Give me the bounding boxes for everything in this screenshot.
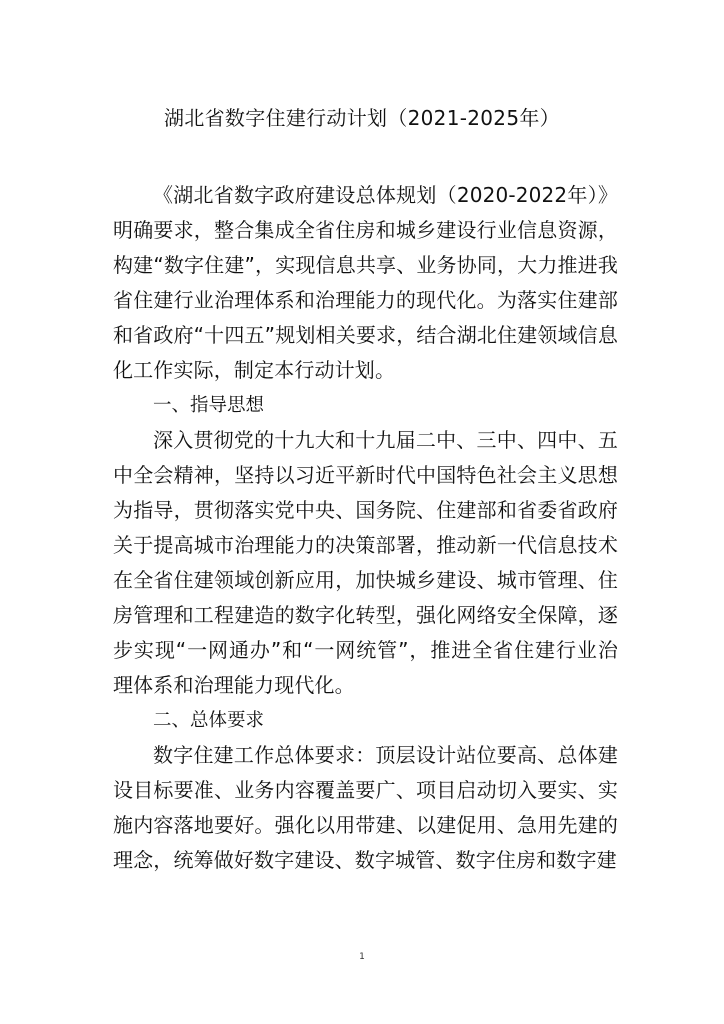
section-heading-guiding-ideology: 一、指导思想 <box>153 395 265 416</box>
guiding-ideology-paragraph: 深入贯彻党的十九大和十九届二中、三中、四中、五中全会精神，坚持以习近平新时代中国特色社会主义思想为指导，贯彻落实党中央、国务院、住建部和省委省政府关于提高城市治理能力的决策部署，推动新一代信息技术在全省住建领域创新应用，加快城乡建设、城市管理、住房管理和工程建造的数字化转型，强化网络安全保障，逐步实现“一网通办”和“一网统管”，推进全省住建行业治理体系和治理能力现代化。 <box>113 428 618 697</box>
section-heading-general-requirements: 二、总体要求 <box>153 710 265 731</box>
intro-paragraph: 《湖北省数字政府建设总体规划（2020-2022年）》明确要求，整合集成全省住房和城乡建设行业信息资源，构建“数字住建”，实现信息共享、业务协同，大力推进我省住建行业治理体系和治理能力的现代化。为落实住建部和省政府“十四五”规划相关要求，结合湖北住建领域信息化工作实际，制定本行动计划。 <box>113 183 618 382</box>
general-requirements-paragraph: 数字住建工作总体要求：顶层设计站位要高、总体建设目标要准、业务内容覆盖要广、项目启动切入要实、实施内容落地要好。强化以用带建、以建促用、急用先建的理念，统筹做好数字建设、数字城管、数字住房和数字建 <box>113 743 618 872</box>
document-body <box>113 178 618 878</box>
document-title: 湖北省数字住建行动计划（2021-2025年） <box>164 106 560 130</box>
page-number: 1 <box>359 952 365 962</box>
